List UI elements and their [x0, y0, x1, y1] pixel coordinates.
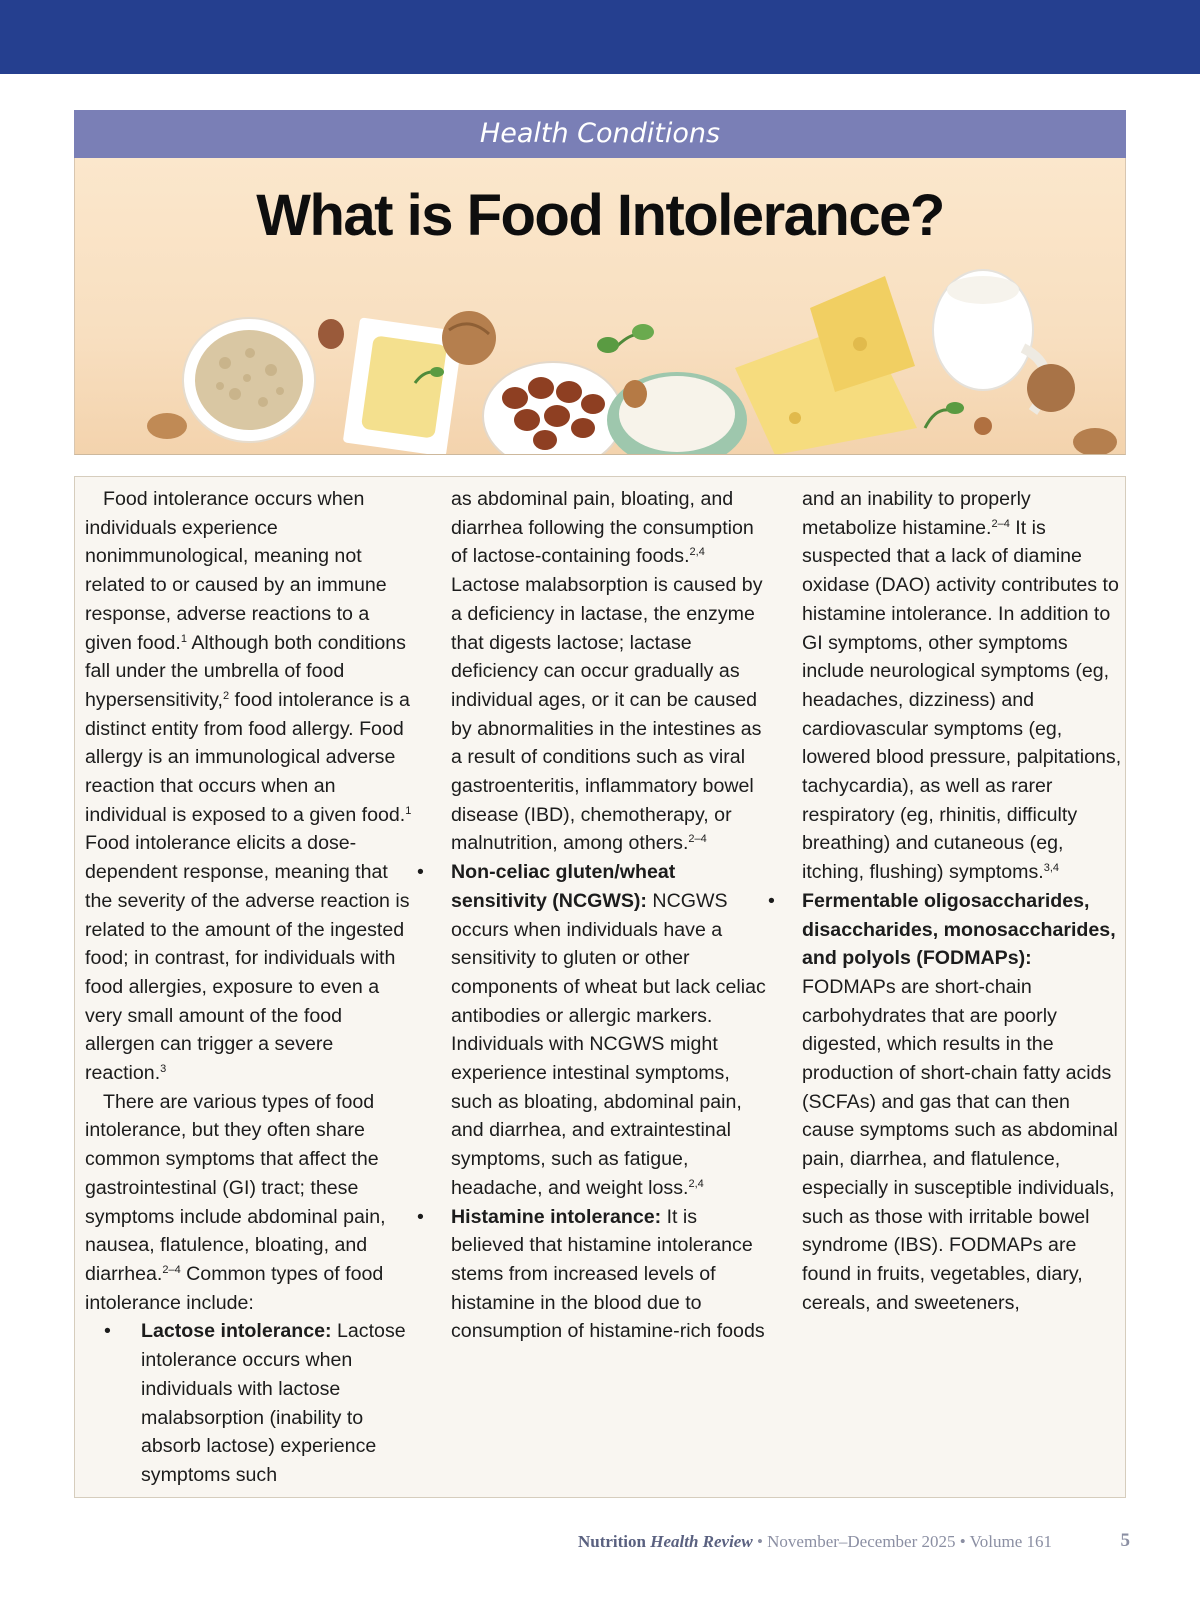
- citation: 2–4: [162, 1263, 181, 1276]
- column-3: [768, 485, 1122, 1317]
- text-run: FODMAPs are short-chain carbohydrates that are poorly digested, which results in the production of short-chain fatty acids (SCFAs) and gas that can then cause symptoms such as abdominal pain, diarrhea, and flatulence, especially in susceptible individuals, such as those with irritable bowel syndrome (IBS). FODMAPs are found in fruits, vegetables, diary, cereals, and sweeteners,: [802, 975, 1118, 1314]
- section-label: Health Conditions: [74, 110, 1126, 158]
- bullet-icon: •: [417, 861, 424, 884]
- text-run: Lactose malabsorption is caused by a deficiency in lactase, the enzyme that digests lactose; lactase deficiency can occur gradually as individual ages, or it can be caused by abnormalities in the intestines as a result of conditions such as viral gastroenteritis, inflammatory bowel disease (IBD), chemotherapy, or malnutrition, among others.: [451, 574, 763, 855]
- text-run: There are various types of food intolerance, but they often share common symptoms that affect the gastrointestinal (GI) tract; these symptoms include abdominal pain, nausea, flatulence, bloating, and diarrhea.: [85, 1090, 386, 1285]
- column-2: [417, 485, 771, 1346]
- bullet-icon: •: [768, 889, 775, 912]
- hero-banner: [74, 158, 1126, 455]
- article-title: What is Food Intolerance?: [256, 183, 944, 248]
- text-run: Lactose intolerance occurs when individuals with lactose malabsorption (inability to absorb lactose) experience symptoms such: [141, 1320, 406, 1486]
- text-run: and an inability to properly metabolize histamine.: [802, 488, 1031, 539]
- separator: •: [955, 1532, 970, 1551]
- bullet-icon: •: [104, 1320, 111, 1343]
- text-run: as abdominal pain, bloating, and diarrhea following the consumption of lactose-containing foods.: [451, 488, 754, 568]
- page-number: 5: [1120, 1530, 1130, 1551]
- citation: 2: [222, 689, 230, 702]
- paragraph: [85, 1088, 415, 1318]
- top-color-bar: [0, 0, 1200, 74]
- publication-name-part: Nutrition: [577, 1532, 651, 1551]
- text-run: Food intolerance occurs when individuals experience nonimmunological, meaning not related to or caused by an immune response, adverse reactions to a given food.: [85, 488, 387, 654]
- citation: 3: [160, 1063, 167, 1076]
- list-item-title: Histamine intolerance:: [451, 1205, 662, 1228]
- text-run: It is suspected that a lack of diamine oxidase (DAO) activity contributes to histamine intolerance. In addition to GI symptoms, other symptoms include neurological symptoms (eg, headaches, dizziness) and cardiovascular symptoms (eg, lowered blood pressure, palpitations, tachycardia), as well as rarer respiratory (eg, rhinitis, difficulty breathing) and cutaneous (eg, itching, flushing) symptoms.: [802, 516, 1122, 884]
- volume-number: Volume 161: [969, 1532, 1052, 1551]
- list-item-title: Non-celiac gluten/wheat sensitivity (NCGWS):: [451, 861, 676, 912]
- article-body: [74, 476, 1126, 1498]
- paragraph: [417, 485, 771, 858]
- bullet-icon: •: [417, 1205, 424, 1228]
- issue-date: November–December 2025: [767, 1532, 956, 1551]
- publication-name-part: Health Review: [650, 1532, 753, 1551]
- list-item: [768, 887, 1122, 1318]
- citation: 2,4: [688, 1177, 704, 1190]
- citation: 3,4: [1043, 862, 1060, 875]
- page-footer: [0, 1530, 1200, 1560]
- citation: 1: [180, 632, 187, 645]
- separator: •: [752, 1532, 768, 1551]
- column-1: [85, 485, 415, 1490]
- list-item: [417, 858, 771, 1202]
- text-run: Although both conditions fall under the umbrella of food hypersensitivity,: [85, 631, 406, 711]
- list-item: [85, 1317, 415, 1489]
- text-run: It is believed that histamine intolerance stems from increased levels of histamine in the blood due to consumption of histamine-rich foods: [451, 1205, 765, 1343]
- list-item: [417, 1203, 771, 1347]
- list-item-title: Fermentable oligosaccharides, disaccharides, monosaccharides, and polyols (FODMAPs):: [802, 889, 1116, 970]
- paragraph: [802, 485, 1122, 887]
- text-run: Food intolerance elicits a dose-dependent response, meaning that the severity of the adverse reaction is related to the amount of the ingested food; in contrast, for individuals with food allergies, exposure to even a very small amount of the food allergen can trigger a severe reaction.: [85, 832, 410, 1085]
- citation: 2,4: [689, 546, 705, 559]
- publication-line: [578, 1532, 1052, 1552]
- paragraph: [85, 485, 415, 1088]
- text-run: Common types of food intolerance include:: [85, 1262, 384, 1314]
- publication-name: [578, 1532, 753, 1551]
- citation: 2–4: [688, 833, 707, 846]
- citation: 1: [405, 804, 412, 817]
- text-run: food intolerance is a distinct entity from food allergy. Food allergy is an immunological adverse reaction that occurs when an individual is exposed to a given food.: [85, 688, 410, 826]
- citation: 2–4: [991, 517, 1010, 530]
- text-run: NCGWS occurs when individuals have a sensitivity to gluten or other components of wheat but lack celiac antibodies or allergic markers. Individuals with NCGWS might experience intestinal symptoms, such as bloating, abdominal pain, and diarrhea, and extraintestinal symptoms, such as fatigue, headache, and weight loss.: [451, 889, 766, 1199]
- list-item-title: Lactose intolerance:: [141, 1320, 332, 1343]
